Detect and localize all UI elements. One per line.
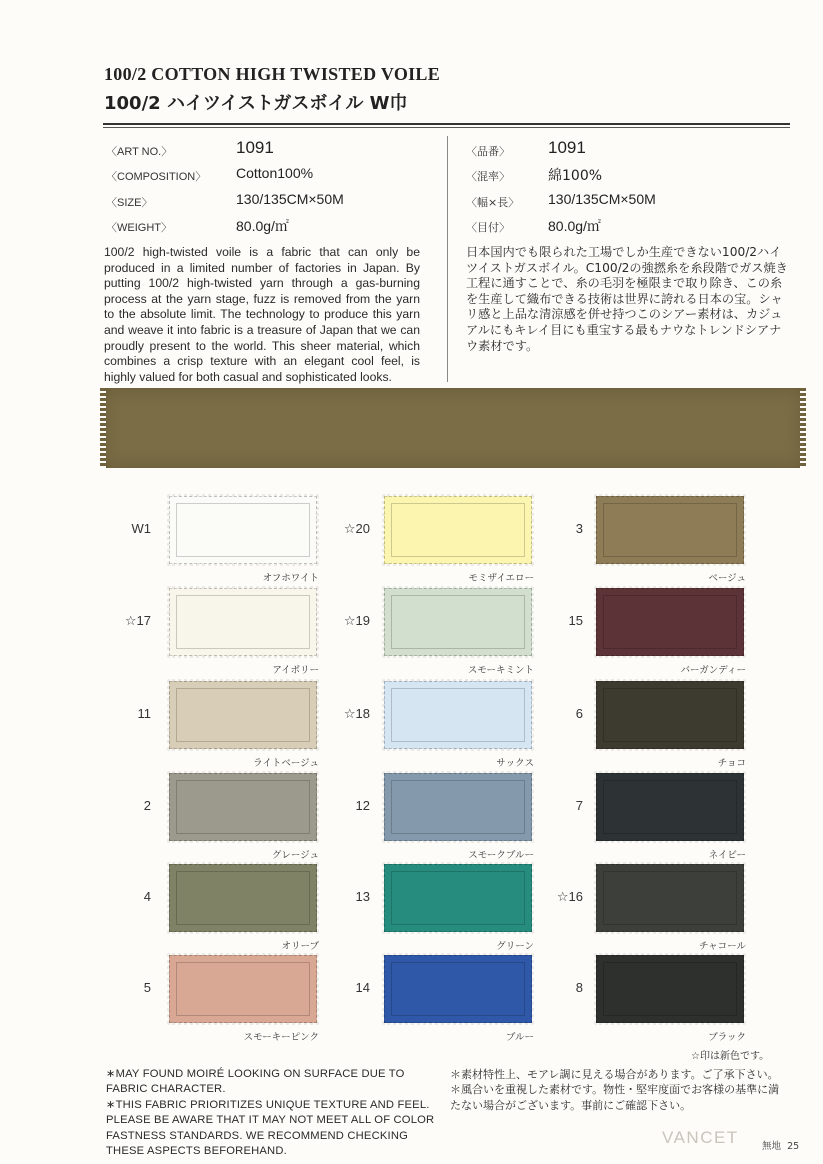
swatch-sample	[596, 864, 744, 932]
category-label: 無地	[762, 1141, 782, 1152]
swatch-inner-border	[176, 503, 310, 557]
spec-value-konritsu: 綿100%	[548, 168, 603, 184]
swatch-sample	[169, 496, 317, 564]
swatch-color-name: モミザイエロー	[468, 573, 534, 584]
swatch-sample	[384, 773, 532, 841]
swatch-sample	[384, 496, 532, 564]
swatch-code: 6	[575, 706, 583, 721]
spec-label-composition: 〈COMPOSITION〉	[106, 171, 207, 183]
spec-label-konritsu: 〈混率〉	[466, 170, 510, 183]
swatch-code: 8	[575, 980, 583, 995]
swatch-code: 14	[355, 980, 370, 995]
footnote-jp-2: ＊風合いを重視した素材です。物性・堅牢度面でお客様の基準に満たない場合がございます。事前にご確認下さい。	[450, 1083, 780, 1112]
swatch-code: 13	[355, 889, 370, 904]
swatch-inner-border	[176, 962, 310, 1016]
description-japanese: 日本国内でも限られた工場でしか生産できない100/2ハイツイストガスボイル。C100/2の強撚糸を糸段階でガス焼き工程に通すことで、糸の毛羽を極限まで取り除き、この糸を生産して織布できる技術は世界に誇れる日本の宝。シャリ感と上品な清涼感を併せ持つこのシアー素材は、カジュアルにもキレイ目にも重宝する最もナウなトレンドシアナウ素材です。	[466, 245, 788, 353]
swatch-color-name: ライトベージュ	[253, 758, 319, 769]
swatch-sample	[596, 773, 744, 841]
spec-value-size: 130/135CM×50M	[236, 191, 344, 207]
spec-label-haba: 〈幅×長〉	[466, 196, 520, 209]
swatch-inner-border	[603, 780, 737, 834]
swatch-inner-border	[391, 780, 525, 834]
swatch-code: ☆16	[556, 889, 583, 904]
spec-value-art-no: 1091	[236, 138, 274, 157]
swatch-color-name: オフホワイト	[262, 573, 319, 584]
footnote-jp-1: ＊素材特性上、モアレ調に見える場合があります。ご了承下さい。	[450, 1068, 779, 1081]
swatch-sample	[384, 955, 532, 1023]
title-english: 100/2 COTTON HIGH TWISTED VOILE	[104, 64, 441, 84]
title-japanese: 100/2 ハイツイストガスボイル W巾	[104, 93, 408, 114]
page-footer	[762, 1138, 799, 1152]
header-rule	[103, 123, 790, 125]
description-english: 100/2 high-twisted voile is a fabric that can only be produced in a limited number of factories in Japan. By putting 100/2 high-twisted yarn through a gas-burning process at the yarn stage, fuzz is removed from the yarn to the absolute limit. The technology to produce this yarn and weave it into fabric is a treasure of Japan that we can proudly present to the world. This sheer material, which combines a crisp texture with an elegant cool feel, is highly valued for both casual and sophisticated looks.	[104, 245, 420, 384]
footnotes-japanese	[450, 1067, 790, 1113]
swatch-code: W1	[131, 521, 151, 536]
swatch-inner-border	[391, 962, 525, 1016]
header-rule-thin	[103, 127, 790, 128]
spec-value-metsuke: 80.0g/㎡	[548, 218, 601, 234]
swatch-inner-border	[391, 595, 525, 649]
swatch-sample	[384, 681, 532, 749]
swatch-code: 15	[568, 613, 583, 628]
swatch-code: ☆19	[343, 613, 370, 628]
swatch-inner-border	[176, 595, 310, 649]
swatch-code: 2	[143, 798, 151, 813]
swatch-sample	[596, 955, 744, 1023]
swatch-inner-border	[176, 688, 310, 742]
swatch-color-name: サックス	[496, 758, 534, 769]
swatch-code: ☆18	[343, 706, 370, 721]
swatch-code: 11	[137, 706, 151, 721]
swatch-inner-border	[176, 871, 310, 925]
hero-fabric-sample	[102, 388, 804, 468]
spec-label-metsuke: 〈目付〉	[466, 221, 510, 234]
footnote-en-2: ∗THIS FABRIC PRIORITIZES UNIQUE TEXTURE AND FEEL. PLEASE BE AWARE THAT IT MAY NOT MEET ALL OF COLOR FASTNESS STANDARDS. WE RECOMMEND CHECKING THESE ASPECTS BEFOREHAND.	[106, 1098, 435, 1158]
swatch-sample	[596, 681, 744, 749]
swatch-code: 4	[143, 889, 151, 904]
footnote-en-1: ∗MAY FOUND MOIRÉ LOOKING ON SURFACE DUE TO FABRIC CHARACTER.	[106, 1068, 405, 1096]
swatch-inner-border	[603, 503, 737, 557]
swatch-color-name: オリーブ	[281, 941, 319, 952]
swatch-inner-border	[603, 595, 737, 649]
swatch-inner-border	[391, 503, 525, 557]
swatch-color-name: スモークブルー	[468, 850, 534, 861]
hero-fabric-edge-right	[800, 388, 806, 468]
spec-label-size: 〈SIZE〉	[106, 197, 153, 209]
footnotes-english	[106, 1067, 436, 1159]
swatch-sample	[384, 588, 532, 656]
swatch-sample	[169, 955, 317, 1023]
swatch-code: ☆20	[343, 521, 370, 536]
swatch-color-name: ネイビー	[708, 850, 746, 861]
swatch-code: 3	[575, 521, 583, 536]
swatch-inner-border	[603, 688, 737, 742]
swatch-color-name: ブラック	[708, 1032, 746, 1043]
swatch-color-name: ブルー	[505, 1032, 534, 1043]
swatch-color-name: グリーン	[496, 941, 534, 952]
swatch-inner-border	[603, 962, 737, 1016]
spec-value-weight: 80.0g/㎡	[236, 218, 289, 234]
swatch-inner-border	[603, 871, 737, 925]
swatch-color-name: グレージュ	[271, 850, 319, 861]
column-divider	[447, 136, 448, 382]
spec-label-art-no: 〈ART NO.〉	[106, 146, 173, 158]
swatch-sample	[169, 864, 317, 932]
swatch-code: 12	[355, 798, 370, 813]
spec-value-composition: Cotton100%	[236, 165, 314, 181]
swatch-color-name: アイボリー	[272, 665, 319, 676]
swatch-sample	[384, 864, 532, 932]
swatch-code: ☆17	[124, 613, 151, 628]
swatch-inner-border	[391, 688, 525, 742]
swatch-inner-border	[391, 871, 525, 925]
swatch-color-name: チョコ	[717, 758, 746, 769]
spec-label-hinban: 〈品番〉	[466, 145, 510, 158]
swatch-sample	[169, 588, 317, 656]
swatch-sample	[596, 496, 744, 564]
swatch-color-name: ベージュ	[708, 573, 746, 584]
swatch-color-name: スモーキミント	[467, 665, 534, 676]
new-color-note: ☆印は新色です。	[691, 1051, 770, 1062]
hero-fabric-edge-left	[100, 388, 106, 468]
swatch-sample	[169, 681, 317, 749]
brand-logo: VANCET	[662, 1128, 739, 1147]
swatch-code: 7	[575, 798, 583, 813]
swatch-inner-border	[176, 780, 310, 834]
spec-value-hinban: 1091	[548, 138, 586, 157]
swatch-sample	[596, 588, 744, 656]
swatch-color-name: スモーキーピンク	[243, 1032, 319, 1043]
swatch-color-name: チャコール	[698, 941, 746, 952]
swatch-sample	[169, 773, 317, 841]
spec-label-weight: 〈WEIGHT〉	[106, 222, 172, 234]
swatch-code: 5	[143, 980, 151, 995]
page-number: 25	[787, 1141, 800, 1152]
spec-value-haba: 130/135CM×50M	[548, 191, 656, 207]
swatch-color-name: バーガンディー	[680, 665, 746, 676]
